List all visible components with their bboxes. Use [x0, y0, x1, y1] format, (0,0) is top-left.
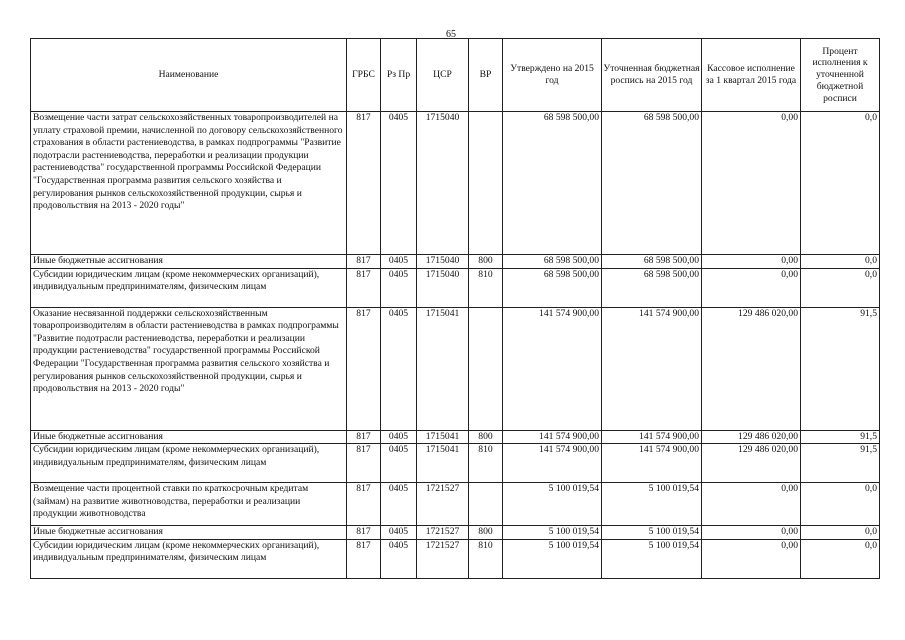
row-grbs: 817	[347, 444, 381, 483]
row-percent: 0,0	[801, 112, 880, 255]
table-row	[31, 539, 880, 578]
table-row	[31, 307, 880, 430]
row-grbs: 817	[347, 430, 381, 444]
row-approved: 5 100 019,54	[503, 526, 602, 540]
row-executed: 129 486 020,00	[702, 430, 801, 444]
row-vr: 800	[469, 255, 503, 269]
row-refined: 5 100 019,54	[602, 526, 702, 540]
row-vr	[469, 307, 503, 430]
row-approved: 141 574 900,00	[503, 444, 602, 483]
table-row	[31, 112, 880, 255]
row-name: Субсидии юридическим лицам (кроме некоммерческих организаций), индивидуальным предпринимателям, физическим лицам	[31, 444, 347, 483]
row-grbs: 817	[347, 255, 381, 269]
row-percent: 91,5	[801, 307, 880, 430]
col-header-percent: Процент исполнения к уточненной бюджетной росписи	[801, 39, 880, 112]
row-vr: 810	[469, 268, 503, 307]
row-approved: 68 598 500,00	[503, 112, 602, 255]
row-approved: 68 598 500,00	[503, 255, 602, 269]
row-name: Иные бюджетные ассигнования	[31, 255, 347, 269]
col-header-rzpr: Рз Пр	[381, 39, 417, 112]
row-csr: 1715041	[417, 307, 469, 430]
row-percent: 0,0	[801, 539, 880, 578]
row-executed: 0,00	[702, 483, 801, 526]
row-grbs: 817	[347, 483, 381, 526]
row-name: Субсидии юридическим лицам (кроме некоммерческих организаций), индивидуальным предпринимателям, физическим лицам	[31, 268, 347, 307]
row-rzpr: 0405	[381, 268, 417, 307]
row-vr: 800	[469, 430, 503, 444]
row-percent: 91,5	[801, 444, 880, 483]
row-executed: 0,00	[702, 268, 801, 307]
row-vr	[469, 112, 503, 255]
row-percent: 91,5	[801, 430, 880, 444]
row-rzpr: 0405	[381, 255, 417, 269]
row-rzpr: 0405	[381, 112, 417, 255]
row-name: Субсидии юридическим лицам (кроме некоммерческих организаций), индивидуальным предпринимателям, физическим лицам	[31, 539, 347, 578]
row-grbs: 817	[347, 112, 381, 255]
col-header-grbs: ГРБС	[347, 39, 381, 112]
row-name: Возмещение части процентной ставки по краткосрочным кредитам (займам) на развитие животноводства, переработки и реализации продукции животноводства	[31, 483, 347, 526]
row-csr: 1721527	[417, 539, 469, 578]
col-header-approved: Утверждено на 2015 год	[503, 39, 602, 112]
row-refined: 141 574 900,00	[602, 307, 702, 430]
row-percent: 0,0	[801, 255, 880, 269]
table-row	[31, 483, 880, 526]
row-approved: 141 574 900,00	[503, 430, 602, 444]
row-refined: 141 574 900,00	[602, 444, 702, 483]
row-executed: 0,00	[702, 526, 801, 540]
row-name: Иные бюджетные ассигнования	[31, 526, 347, 540]
row-csr: 1715040	[417, 255, 469, 269]
row-vr: 810	[469, 539, 503, 578]
budget-table	[30, 38, 880, 579]
table-row	[31, 444, 880, 483]
table-row	[31, 430, 880, 444]
row-percent: 0,0	[801, 526, 880, 540]
row-approved: 5 100 019,54	[503, 539, 602, 578]
row-csr: 1721527	[417, 526, 469, 540]
row-refined: 141 574 900,00	[602, 430, 702, 444]
row-csr: 1721527	[417, 483, 469, 526]
row-name: Возмещение части затрат сельскохозяйственных товаропроизводителей на уплату страховой премии, начисленной по договору сельскохозяйственного страхования в области растениеводства, в рамках подпрограммы "Развитие подотрасли растениеводства, переработки и реализации продукции растениеводства" государственной программы Российской Федерации "Государственная программа развития сельского хозяйства и регулирования рынков сельскохозяйственной продукции, сырья и продовольствия на 2013 - 2020 годы"	[31, 112, 347, 255]
col-header-executed: Кассовое исполнение за 1 квартал 2015 года	[702, 39, 801, 112]
row-executed: 0,00	[702, 539, 801, 578]
row-grbs: 817	[347, 268, 381, 307]
row-refined: 68 598 500,00	[602, 268, 702, 307]
table-row	[31, 268, 880, 307]
table-header-row	[31, 39, 880, 112]
col-header-refined: Уточненная бюджетная роспись на 2015 год	[602, 39, 702, 112]
col-header-name: Наименование	[31, 39, 347, 112]
table-row	[31, 255, 880, 269]
col-header-vr: ВР	[469, 39, 503, 112]
row-name: Оказание несвязанной поддержки сельскохозяйственным товаропроизводителям в области растениеводства в рамках подпрограммы "Развитие подотрасли растениеводства, переработки и реализации продукции растениеводства" государственной программы Российской Федерации "Государственная программа развития сельского хозяйства и регулирования рынков сельскохозяйственной продукции, сырья и продовольствия на 2013 - 2020 годы"	[31, 307, 347, 430]
row-csr: 1715040	[417, 268, 469, 307]
row-rzpr: 0405	[381, 539, 417, 578]
row-refined: 68 598 500,00	[602, 112, 702, 255]
row-csr: 1715041	[417, 430, 469, 444]
row-vr: 810	[469, 444, 503, 483]
page-number: 65	[446, 29, 456, 40]
row-csr: 1715040	[417, 112, 469, 255]
row-executed: 0,00	[702, 255, 801, 269]
row-executed: 129 486 020,00	[702, 444, 801, 483]
row-grbs: 817	[347, 539, 381, 578]
row-approved: 5 100 019,54	[503, 483, 602, 526]
row-refined: 5 100 019,54	[602, 539, 702, 578]
row-percent: 0,0	[801, 483, 880, 526]
row-rzpr: 0405	[381, 430, 417, 444]
row-vr	[469, 483, 503, 526]
row-refined: 5 100 019,54	[602, 483, 702, 526]
row-rzpr: 0405	[381, 444, 417, 483]
row-rzpr: 0405	[381, 307, 417, 430]
row-csr: 1715041	[417, 444, 469, 483]
row-rzpr: 0405	[381, 483, 417, 526]
row-approved: 141 574 900,00	[503, 307, 602, 430]
row-grbs: 817	[347, 307, 381, 430]
table-row	[31, 526, 880, 540]
row-approved: 68 598 500,00	[503, 268, 602, 307]
col-header-csr: ЦСР	[417, 39, 469, 112]
row-executed: 0,00	[702, 112, 801, 255]
row-percent: 0,0	[801, 268, 880, 307]
row-vr: 800	[469, 526, 503, 540]
row-name: Иные бюджетные ассигнования	[31, 430, 347, 444]
row-grbs: 817	[347, 526, 381, 540]
row-refined: 68 598 500,00	[602, 255, 702, 269]
row-rzpr: 0405	[381, 526, 417, 540]
row-executed: 129 486 020,00	[702, 307, 801, 430]
